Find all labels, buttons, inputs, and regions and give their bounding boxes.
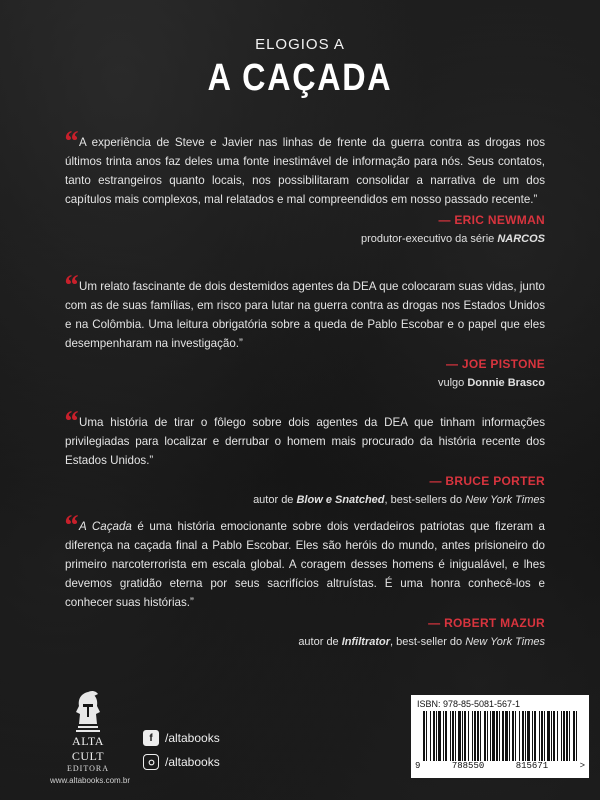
isbn-label: ISBN: 978-85-5081-567-1 <box>417 699 521 709</box>
attribution-name: — ERIC NEWMAN <box>438 213 545 227</box>
attribution-role: produtor-executivo da série NARCOS <box>360 233 545 245</box>
facebook-handle: /altabooks <box>165 731 220 745</box>
publisher-logo <box>50 690 131 785</box>
instagram-icon <box>143 754 159 770</box>
quote-mark-icon: “ <box>63 405 78 438</box>
barcode-bars <box>419 711 581 761</box>
attribution <box>65 213 545 245</box>
barcode <box>411 695 589 778</box>
attribution-name: — BRUCE PORTER <box>429 474 545 488</box>
instagram-link[interactable] <box>143 754 220 770</box>
instagram-handle: /altabooks <box>165 755 220 769</box>
barcode-digits: 9 788550 815671 > <box>415 761 585 771</box>
quote-3 <box>63 405 545 506</box>
eyebrow-text: ELOGIOS A <box>255 36 345 53</box>
publisher-name: ALTA CULT <box>71 734 105 763</box>
attribution-role: vulgo Donnie Brasco <box>438 377 545 389</box>
quote-2 <box>63 269 545 389</box>
attribution <box>65 616 545 648</box>
attribution <box>65 474 545 506</box>
social-links <box>143 730 220 778</box>
quote-text: A Caçada é uma história emocionante sobre dois verdadeiros patriotas que fizeram a diferença na caçada final a Pablo Escobar. Eles são heróis do mundo, antes prisioneiro do primeiro narcoterrorista em escala global. A coragem desses homens é inigualável, e lhes devemos gratidão eterna por seus sacrifícios altruístas. É uma honra conhecê-los e conhecer suas histórias.” <box>65 520 545 609</box>
quote-4 <box>63 509 545 648</box>
quote-mark-icon: “ <box>63 269 78 302</box>
quote-1 <box>63 125 545 245</box>
attribution-name: — JOE PISTONE <box>445 357 545 371</box>
quote-mark-icon: “ <box>63 125 78 158</box>
attribution-role: autor de Infiltrator, best-seller do New York Times <box>298 636 545 648</box>
attribution-name: — ROBERT MAZUR <box>428 616 545 630</box>
publisher-url[interactable]: www.altabooks.com.br <box>50 776 131 785</box>
facebook-link[interactable] <box>143 730 220 746</box>
header <box>0 36 600 100</box>
spartan-helmet-logo <box>70 690 106 734</box>
book-title: A CAÇADA <box>207 57 393 99</box>
publisher-sub: EDITORA <box>67 764 109 773</box>
attribution-role: autor de Blow e Snatched, best-sellers do New York Times <box>253 494 545 506</box>
quote-text: Uma história de tirar o fôlego sobre dois agentes da DEA que tinham informações privilegiadas para localizar e derrubar o homem mais procurado da história recente dos Estados Unidos.” <box>65 416 545 467</box>
quote-text: Um relato fascinante de dois destemidos agentes da DEA que colocaram suas vidas, junto com as de suas famílias, em risco para lutar na guerra contra as drogas nos Estados Unidos e na Colômbia. Uma leitura obrigatória sobre a queda de Pablo Escobar e o papel que eles desempenharam na investigação.” <box>65 280 545 350</box>
quote-text: A experiência de Steve e Javier nas linhas de frente da guerra contra as drogas nos últimos trinta anos faz deles uma fonte inestimável de informação para nós. Seus contatos, tanto estrangeiros quanto locais, nos possibilitaram consolidar a narrativa de um dos capítulos mais complexos, mal relatados e mal compreendidos em nosso passado recente.” <box>65 136 545 206</box>
attribution <box>65 357 545 389</box>
facebook-icon: f <box>143 730 159 746</box>
quote-mark-icon: “ <box>63 509 78 542</box>
